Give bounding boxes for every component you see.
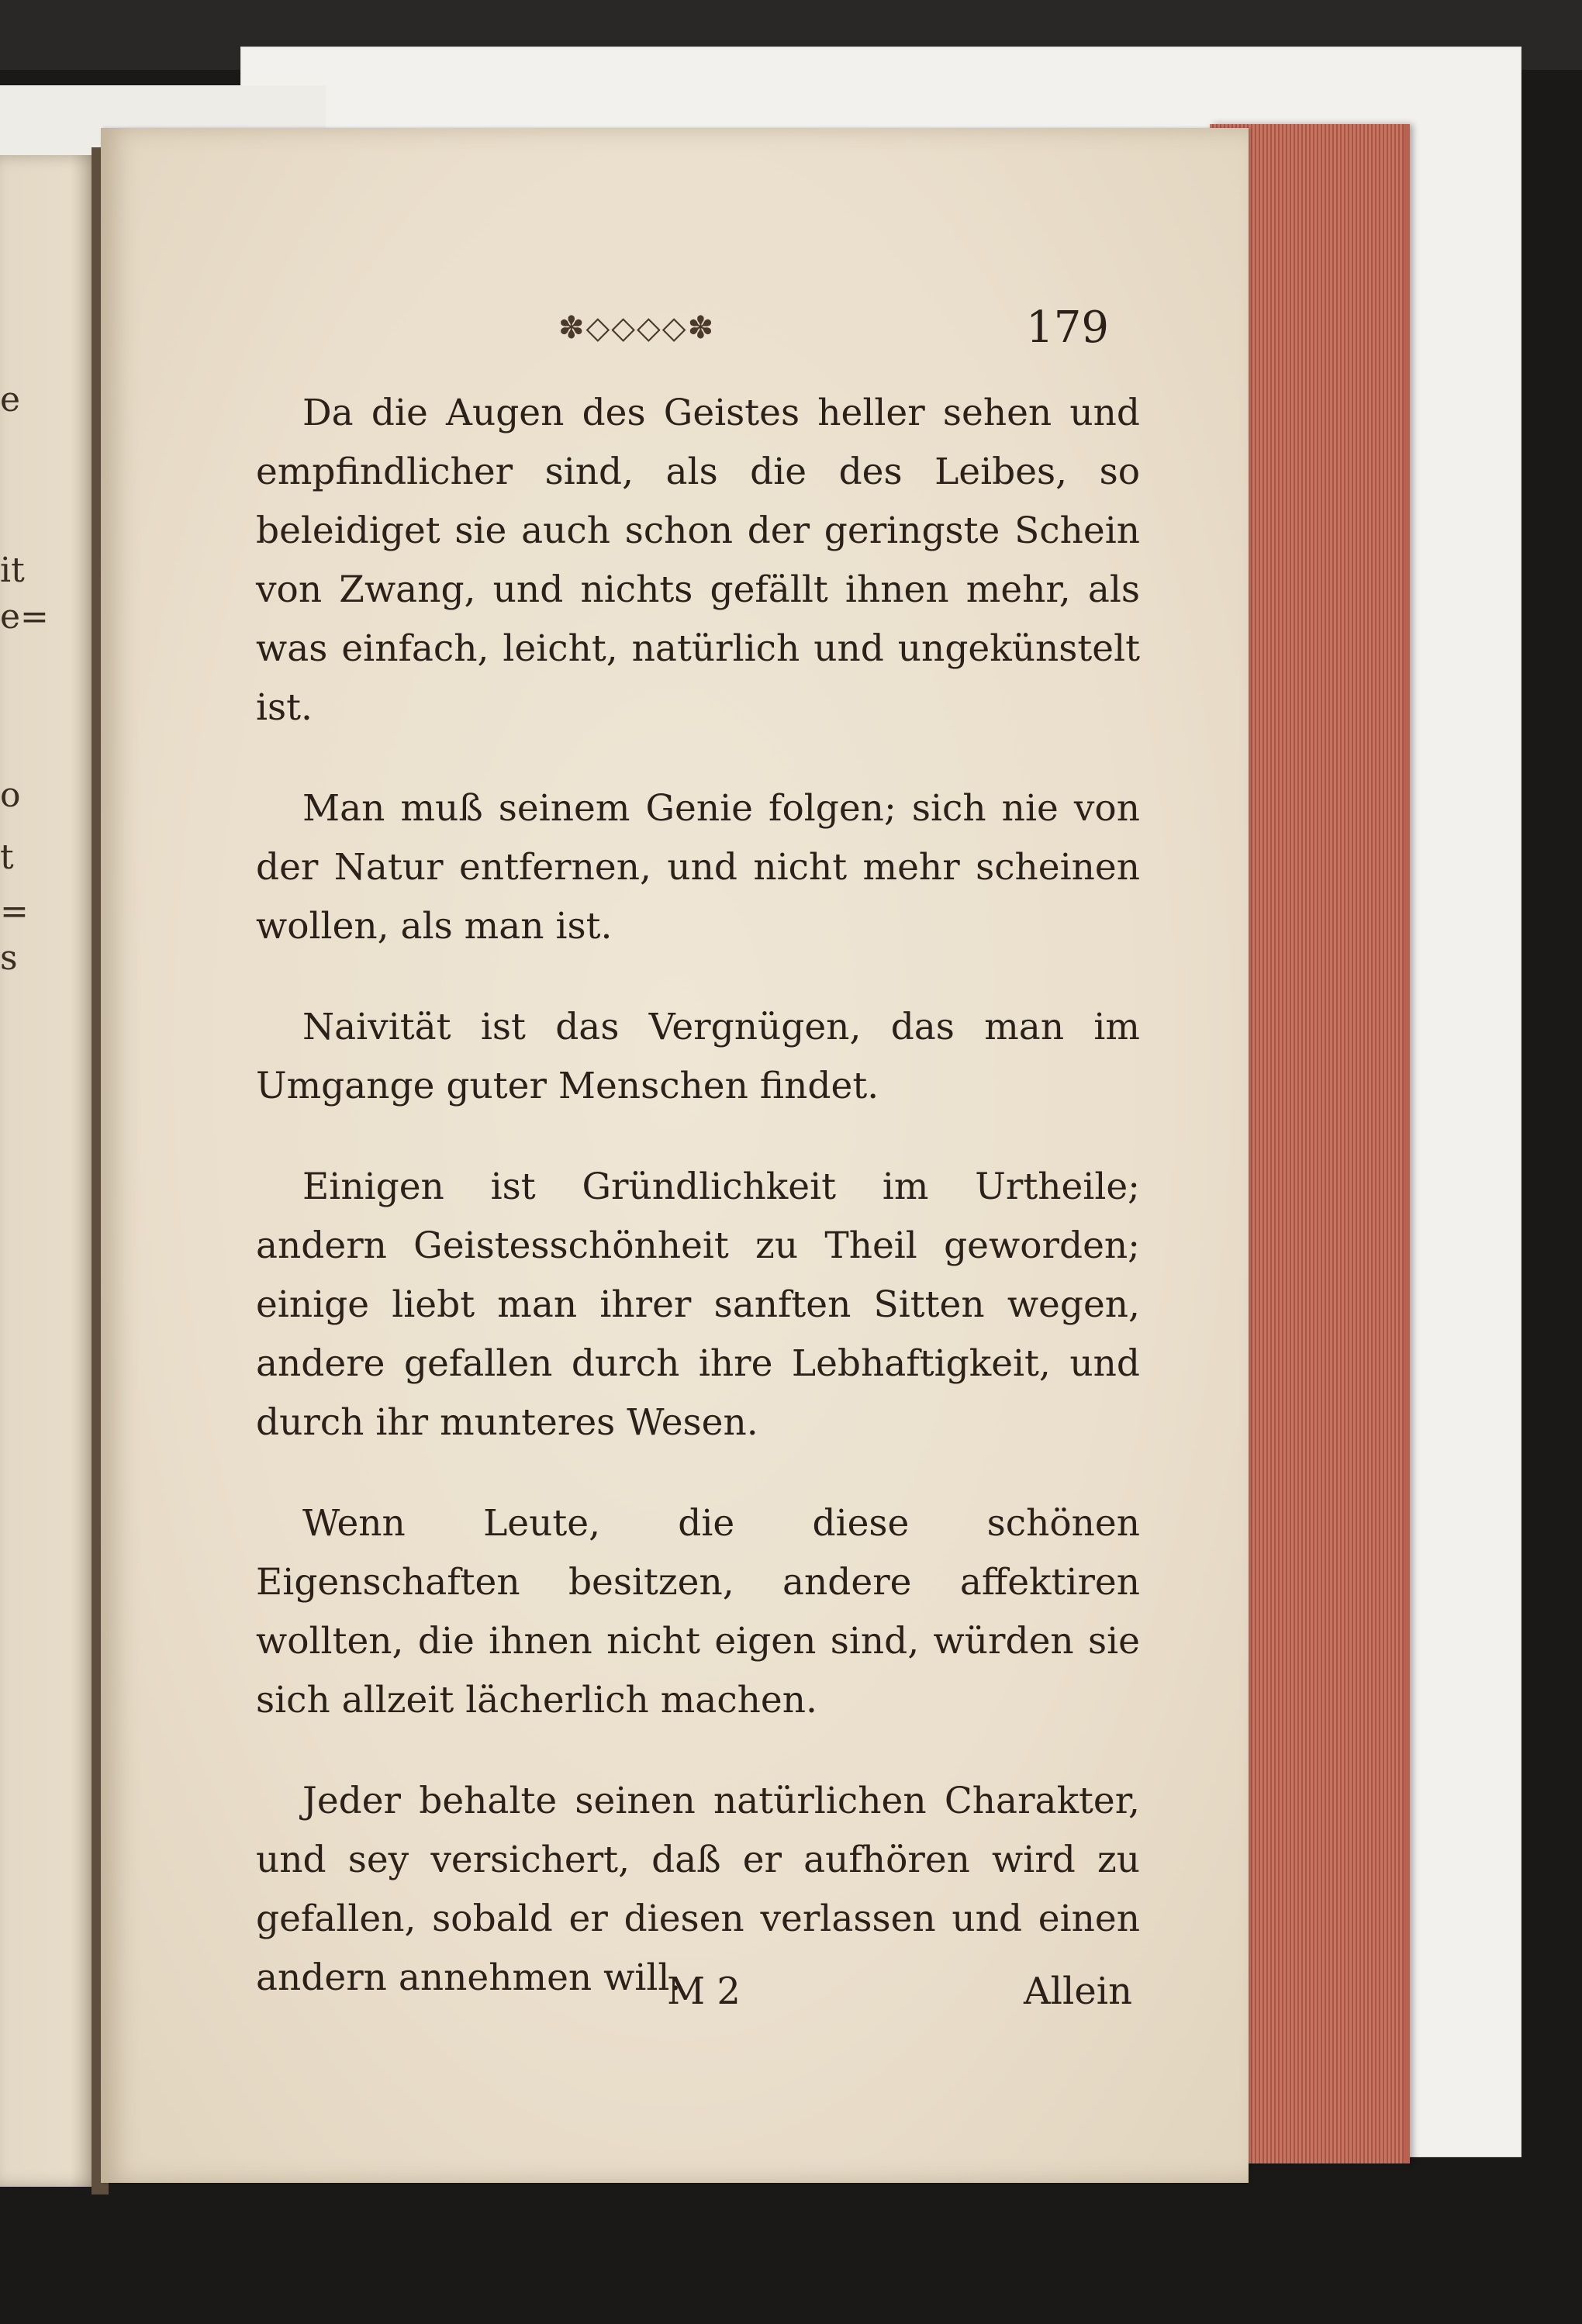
- page-number: 179: [1026, 302, 1109, 353]
- left-page-glyph: o: [0, 775, 21, 815]
- ornament-icon: ✽◇◇◇◇✽: [558, 310, 716, 346]
- page-footer: [256, 1970, 1140, 2032]
- catchword: Allein: [1023, 1970, 1132, 2013]
- signature-mark: M 2: [667, 1970, 741, 2013]
- paragraph: Naivität ist das Vergnügen, das man im Umgange guter Menschen findet.: [256, 1006, 1140, 1107]
- paragraph: Jeder behalte seinen natürlichen Charakter, und sey versichert, daß er aufhören wird zu gefallen, sobald er diesen verlassen und einen andern annehmen will.: [256, 1780, 1140, 1999]
- page-header: [558, 302, 1117, 364]
- paragraph: Einigen ist Gründlichkeit im Urtheile; andern Geistesschönheit zu Theil geworden; einige liebt man ihrer sanften Sitten wegen, andere gefallen durch ihre Lebhaftigkeit, und durch ihr munteres Wesen.: [256, 1165, 1140, 1444]
- paragraph: Da die Augen des Geistes heller sehen und empfindlicher sind, als die des Leibes, so beleidiget sie auch schon der geringste Schein von Zwang, und nichts gefällt ihnen mehr, als was einfach, leicht, natürlich und ungekünstelt ist.: [256, 392, 1140, 729]
- left-page-glyph: e: [0, 380, 21, 420]
- left-page-glyph: =: [0, 892, 29, 931]
- left-page: [0, 155, 101, 2187]
- paragraph: Wenn Leute, die diese schönen Eigenschaften besitzen, andere affektiren wollten, die ihnen nicht eigen sind, würden sie sich allzeit lächerlich machen.: [256, 1502, 1140, 1721]
- left-page-glyph: e=: [0, 597, 49, 637]
- paragraph: Man muß seinem Genie folgen; sich nie von der Natur entfernen, und nicht mehr scheinen wollen, als man ist.: [256, 787, 1140, 948]
- left-page-glyph: it: [0, 551, 25, 590]
- body-text: [256, 384, 1140, 2049]
- left-page-glyph: s: [0, 938, 18, 978]
- left-page-glyph: t: [0, 837, 14, 877]
